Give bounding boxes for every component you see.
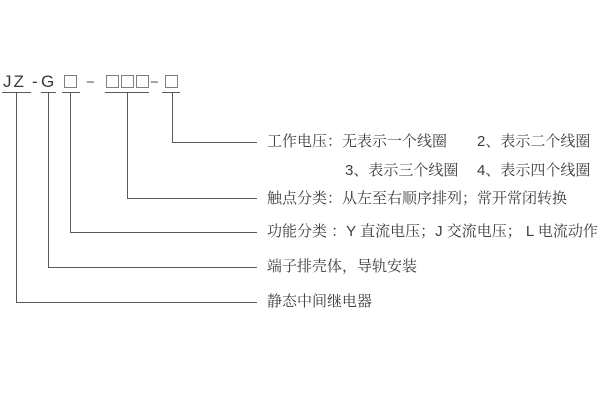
connector-relay-vertical (16, 93, 17, 302)
label-function: 功能分类 ：Y 直流电压；J 交流电压； L 电流动作 (267, 223, 598, 240)
connector-relay-horizontal (16, 302, 257, 303)
label-working-voltage-line1 (267, 133, 591, 151)
placeholder-box-group-contacts (106, 75, 149, 88)
label-working-voltage-line1-right: 2、表示二个线圈 (477, 133, 591, 150)
connector-function-vertical (70, 93, 71, 232)
placeholder-box-contacts-3 (136, 75, 149, 88)
code-function-letter: G (41, 72, 57, 91)
code-dash-2: − (150, 74, 159, 91)
code-underline-voltage (162, 92, 180, 93)
label-housing: 端子排壳体，导轨安装 (267, 258, 418, 275)
label-working-voltage-line2-left: 3、表示三个线圈 (345, 162, 459, 179)
connector-contacts-vertical (127, 93, 128, 198)
label-working-voltage-line2-right: 4、表示四个线圈 (477, 162, 591, 179)
label-working-voltage-line2 (345, 162, 591, 180)
connector-voltage-horizontal (172, 142, 257, 143)
placeholder-box-contacts-2 (121, 75, 134, 88)
code-hyphen: - (32, 72, 40, 91)
connector-housing-horizontal (48, 267, 257, 268)
connector-contacts-horizontal (127, 198, 257, 199)
connector-function-horizontal (70, 232, 257, 233)
label-working-voltage-line1-left: 工作电压：无表示一个线圈 (267, 133, 448, 150)
placeholder-box-function (64, 75, 77, 88)
code-dash-1: − (86, 74, 95, 91)
connector-voltage-vertical (172, 93, 173, 142)
code-underline-function (62, 92, 80, 93)
placeholder-box-voltage (165, 75, 178, 88)
connector-housing-vertical (48, 93, 49, 267)
label-relay: 静态中间继电器 (267, 293, 373, 310)
label-contacts: 触点分类：从左至右顺序排列；常开常闭转换 (267, 190, 568, 207)
code-prefix: JZ (3, 72, 26, 91)
placeholder-box-contacts-1 (106, 75, 119, 88)
